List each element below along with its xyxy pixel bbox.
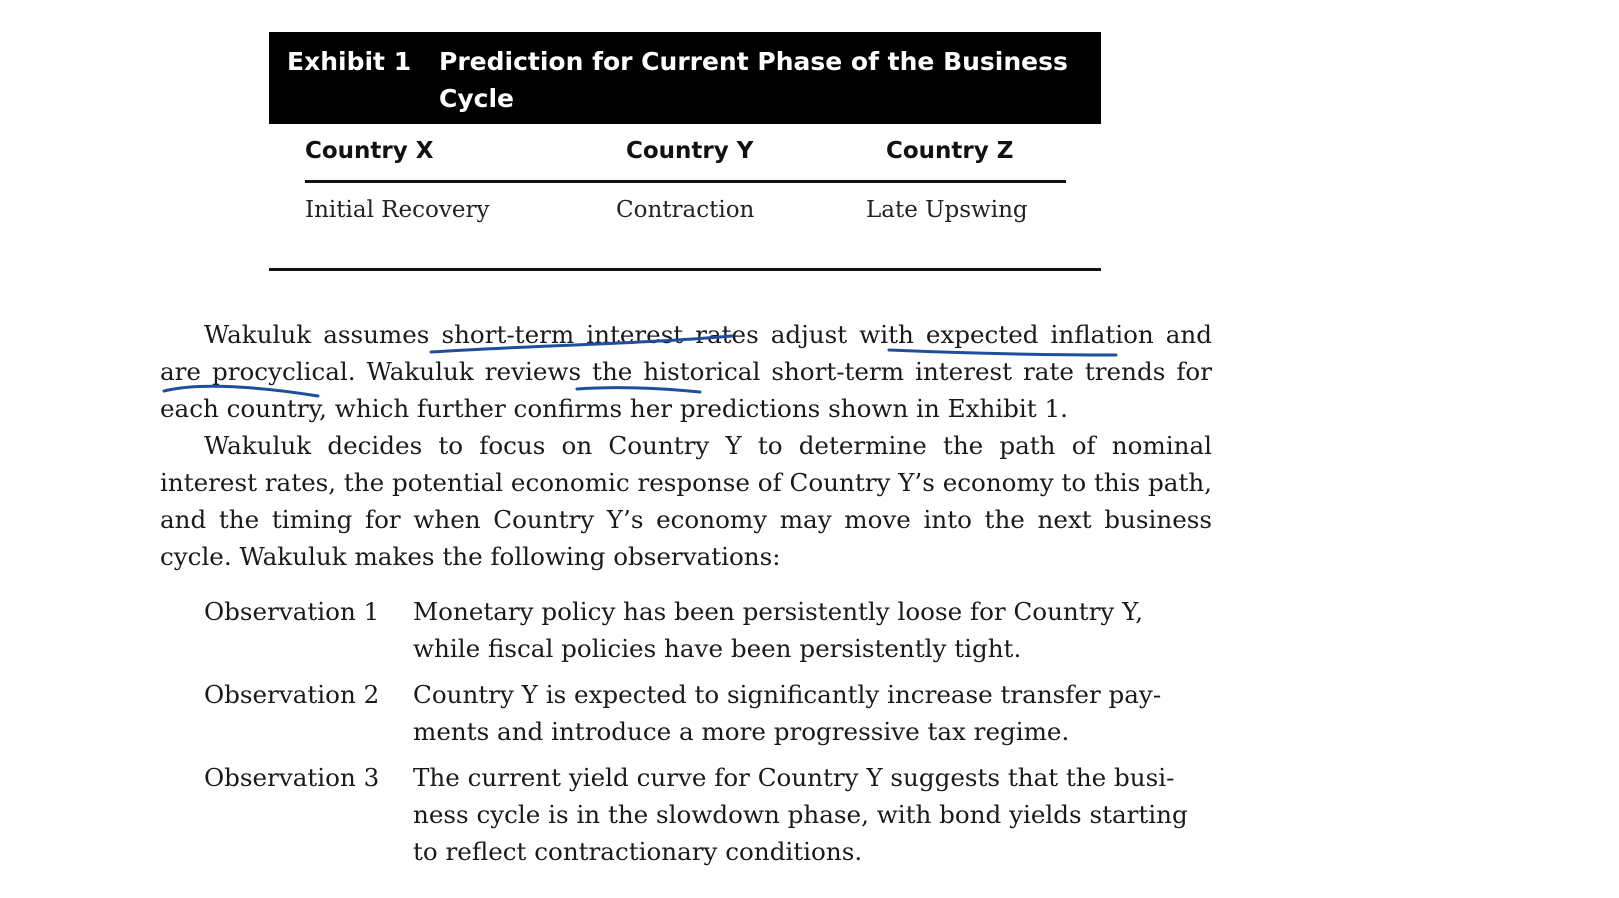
- table-bottom-rule: [269, 268, 1101, 271]
- paragraph-1: [160, 316, 1212, 427]
- column-header-country-z: Country Z: [886, 138, 1014, 164]
- observation-1-label: Observation 1: [204, 597, 380, 626]
- observation-3-label: Observation 3: [204, 763, 380, 792]
- observation-2-text: Country Y is expected to significantly increase transfer pay-ments and introduce a more progressive tax regime.: [413, 680, 1162, 746]
- column-header-country-x: Country X: [305, 138, 434, 164]
- table-cell-country-z-phase: Late Upswing: [866, 197, 1028, 223]
- observation-1-text: Monetary policy has been persistently loose for Country Y, while fiscal policies have been persistently tight.: [413, 597, 1144, 663]
- paragraph-2-text: Wakuluk decides to focus on Country Y to determine the path of nominal interest rates, the potential economic response of Country Y’s economy to this path, and the timing for when Country Y’s economy may move into the next business cycle. Wakuluk makes the following observations:: [160, 431, 1212, 571]
- table-header-rule: [305, 180, 1066, 183]
- table-cell-country-x-phase: Initial Recovery: [305, 197, 490, 223]
- paragraph-1-text: Wakuluk assumes short-term interest rates adjust with expected inflation and are procyclical. Wakuluk reviews the historical short-term interest rate trends for each country, which further confirms her predictions shown in Exhibit 1.: [160, 320, 1212, 423]
- observation-3-text: The current yield curve for Country Y suggests that the busi-ness cycle is in the slowdown phase, with bond yields starting to reflect contractionary conditions.: [413, 763, 1188, 866]
- exhibit-label: Exhibit 1: [287, 47, 412, 76]
- table-cell-country-y-phase: Contraction: [616, 197, 755, 223]
- observation-2-label: Observation 2: [204, 680, 380, 709]
- paragraph-2: [160, 427, 1212, 575]
- exhibit-title: Prediction for Current Phase of the Business Cycle: [439, 47, 1068, 113]
- exhibit-header: [269, 32, 1101, 124]
- column-header-country-y: Country Y: [626, 138, 754, 164]
